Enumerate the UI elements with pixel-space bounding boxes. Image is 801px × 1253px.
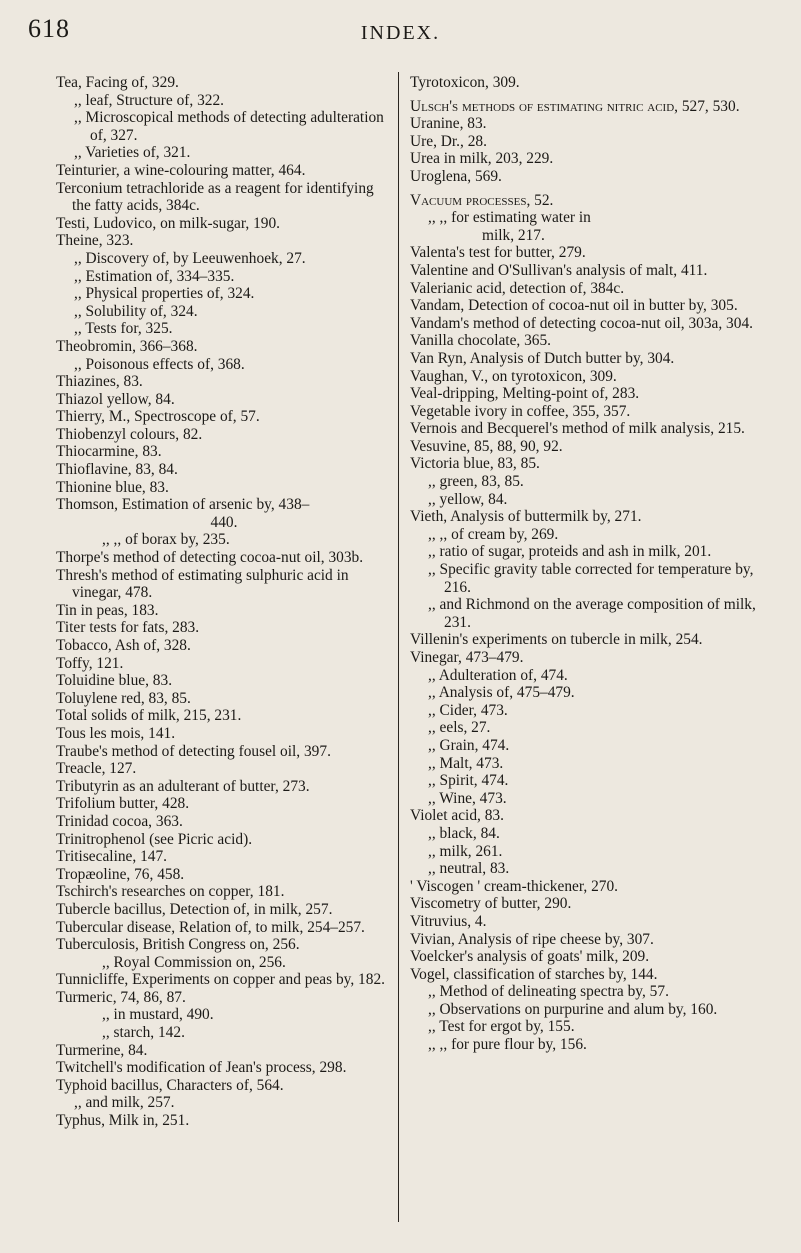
index-entry: Voelcker's analysis of goats' milk, 209.	[410, 948, 650, 966]
index-entry: Valentine and O'Sullivan's analysis of malt, 411.	[410, 261, 708, 279]
index-entry: Victoria blue, 83, 85.	[410, 455, 540, 473]
index-entry: Thiocarmine, 83.	[56, 443, 162, 461]
index-entry: ,, ,, of cream by, 269.	[428, 525, 559, 543]
index-entry: Uranine, 83.	[410, 115, 487, 133]
index-entry: Turmerine, 84.	[56, 1041, 148, 1059]
index-entry: ,, Royal Commission on, 256.	[102, 953, 286, 971]
index-entry: ,, starch, 142.	[102, 1024, 185, 1042]
index-entry: Vandam, Detection of cocoa-nut oil in butter by, 305.	[410, 297, 738, 315]
index-entry: ,, Wine, 473.	[428, 789, 507, 807]
index-entry: Traube's method of detecting fousel oil, 397.	[56, 742, 331, 760]
index-entry: ,, Malt, 473.	[428, 754, 504, 772]
index-entry: Viscometry of butter, 290.	[410, 895, 572, 913]
index-entry: ,, Spirit, 474.	[428, 772, 509, 790]
index-entry: Vanilla chocolate, 365.	[410, 332, 552, 350]
index-entry: Vacuum processes, 52.	[410, 191, 554, 209]
index-entry: ' Viscogen ' cream-thickener, 270.	[410, 877, 618, 895]
index-column-left	[56, 74, 392, 1130]
index-entry: Villenin's experiments on tubercle in milk, 254.	[410, 631, 703, 649]
index-entry: Tea, Facing of, 329.	[56, 74, 179, 91]
index-entry: Typhoid bacillus, Characters of, 564.	[56, 1076, 284, 1094]
index-entry: Tobacco, Ash of, 328.	[56, 637, 191, 654]
index-entry: Tuberculosis, British Congress on, 256.	[56, 936, 300, 954]
index-entry: Tributyrin as an adulterant of butter, 273.	[56, 777, 310, 795]
index-entry: 440.	[210, 513, 238, 531]
index-entry: Turmeric, 74, 86, 87.	[56, 988, 186, 1006]
index-entry: ,, Tests for, 325.	[74, 320, 173, 338]
index-entry: Vieth, Analysis of buttermilk by, 271.	[410, 508, 642, 526]
index-entry: Vaughan, V., on tyrotoxicon, 309.	[410, 367, 617, 385]
index-entry: Uroglena, 569.	[410, 167, 502, 185]
index-entry: ,, Analysis of, 475–479.	[428, 684, 575, 702]
index-entry: Vesuvine, 85, 88, 90, 92.	[410, 437, 563, 455]
index-entry: ,, Physical properties of, 324.	[74, 285, 255, 303]
index-entry: Treacle, 127.	[56, 760, 137, 778]
index-entry: Thomson, Estimation of arsenic by, 438–	[56, 496, 310, 514]
index-entry: Thioflavine, 83, 84.	[56, 461, 178, 479]
index-entry: ,, yellow, 84.	[428, 490, 508, 508]
index-entry: Tritisecaline, 147.	[56, 848, 168, 866]
index-entry: Vitruvius, 4.	[410, 912, 487, 930]
index-entry: ,, milk, 261.	[428, 842, 503, 860]
index-entry: ,, in mustard, 490.	[102, 1006, 214, 1024]
index-entry: Veal-dripping, Melting-point of, 283.	[410, 385, 640, 403]
index-entry: ,, Microscopical methods of detecting adulteration of, 327.	[74, 109, 384, 144]
index-entry: Trinitrophenol (see Picric acid).	[56, 830, 253, 848]
index-entry: Trinidad cocoa, 363.	[56, 812, 183, 830]
index-entry: ,, ,, for pure flour by, 156.	[428, 1036, 587, 1054]
index-entry: Vandam's method of detecting cocoa-nut oil, 303a, 304.	[410, 314, 753, 332]
index-entry: Valerianic acid, detection of, 384c.	[410, 279, 625, 297]
index-entry: ,, Cider, 473.	[428, 701, 508, 719]
page-number: 618	[28, 14, 70, 43]
index-entry: Urea in milk, 203, 229.	[410, 150, 554, 168]
index-entry: ,, Estimation of, 334–335.	[74, 267, 235, 285]
index-entry: ,, green, 83, 85.	[428, 473, 524, 491]
index-entry: Theine, 323.	[56, 232, 134, 250]
index-entry: Thiobenzyl colours, 82.	[56, 425, 203, 443]
index-entry: ,, and Richmond on the average composition of milk, 231.	[428, 596, 756, 631]
index-entry: Vivian, Analysis of ripe cheese by, 307.	[410, 930, 654, 948]
index-entry: Vogel, classification of starches by, 144.	[410, 965, 658, 983]
index-entry: Thresh's method of estimating sulphuric acid in vinegar, 478.	[56, 566, 349, 602]
index-entry: Ulsch's methods of estimating nitric acid, 527, 530.	[410, 97, 740, 115]
index-entry: Toluidine blue, 83.	[56, 672, 173, 690]
index-entry: ,, black, 84.	[428, 824, 500, 842]
index-entry: ,, Solubility of, 324.	[74, 302, 198, 320]
index-entry: Typhus, Milk in, 251.	[56, 1112, 190, 1130]
index-entry: Van Ryn, Analysis of Dutch butter by, 304.	[410, 349, 675, 367]
index-entry: ,, and milk, 257.	[74, 1094, 175, 1112]
index-entry: Tunnicliffe, Experiments on copper and peas by, 182.	[56, 971, 385, 989]
index-entry: Tubercular disease, Relation of, to milk, 254–257.	[56, 918, 365, 936]
index-entry: Vernois and Becquerel's method of milk analysis, 215.	[410, 420, 745, 438]
index-column-right	[410, 74, 758, 1054]
index-entry: Tin in peas, 183.	[56, 601, 159, 619]
index-entry: ,, leaf, Structure of, 322.	[74, 91, 225, 109]
index-entry: Tous les mois, 141.	[56, 724, 176, 742]
index-entry: Tschirch's researches on copper, 181.	[56, 883, 285, 901]
index-entry: ,, neutral, 83.	[428, 860, 510, 878]
column-divider	[398, 72, 399, 1222]
index-entry: ,, Specific gravity table corrected for temperature by, 216.	[428, 561, 754, 596]
index-entry: Toffy, 121.	[56, 654, 124, 672]
index-entry: Trifolium butter, 428.	[56, 795, 190, 813]
index-entry: ,, Varieties of, 321.	[74, 144, 191, 162]
index-entry: Thionine blue, 83.	[56, 478, 169, 496]
index-entry: Vinegar, 473–479.	[410, 649, 524, 666]
index-entry: Valenta's test for butter, 279.	[410, 244, 586, 262]
index-entry: Vegetable ivory in coffee, 355, 357.	[410, 402, 631, 420]
index-entry: milk, 217.	[482, 226, 545, 244]
index-entry: ,, Observations on purpurine and alum by, 160.	[428, 1000, 718, 1018]
index-entry: Tropæoline, 76, 458.	[56, 865, 185, 883]
index-entry: ,, Adulteration of, 474.	[428, 666, 568, 684]
index-entry: ,, Method of delineating spectra by, 57.	[428, 983, 669, 1001]
index-entry: Thiazol yellow, 84.	[56, 390, 175, 408]
index-entry: Teinturier, a wine-colouring matter, 464.	[56, 161, 306, 179]
index-entry: Tubercle bacillus, Detection of, in milk, 257.	[56, 900, 333, 918]
index-entry: Titer tests for fats, 283.	[56, 619, 200, 637]
index-entry: Tyrotoxicon, 309.	[410, 74, 520, 91]
index-entry: ,, ratio of sugar, proteids and ash in milk, 201.	[428, 543, 712, 561]
index-entry: ,, ,, of borax by, 235.	[102, 531, 230, 549]
index-entry: ,, Poisonous effects of, 368.	[74, 355, 245, 373]
index-entry: ,, ,, for estimating water in	[428, 209, 591, 227]
index-entry: Thierry, M., Spectroscope of, 57.	[56, 408, 260, 426]
index-entry: Violet acid, 83.	[410, 807, 504, 825]
index-entry: Terconium tetrachloride as a reagent for identifying the fatty acids, 384c.	[56, 179, 374, 215]
index-entry: Testi, Ludovico, on milk-sugar, 190.	[56, 214, 281, 232]
index-entry: Twitchell's modification of Jean's process, 298.	[56, 1059, 347, 1077]
index-entry: Ure, Dr., 28.	[410, 132, 487, 150]
index-entry: ,, Discovery of, by Leeuwenhoek, 27.	[74, 249, 306, 267]
index-entry: Theobromin, 366–368.	[56, 337, 198, 355]
index-entry: ,, Test for ergot by, 155.	[428, 1018, 575, 1036]
index-entry: ,, eels, 27.	[428, 719, 491, 737]
index-entry: Thorpe's method of detecting cocoa-nut oil, 303b.	[56, 549, 364, 567]
index-entry: Toluylene red, 83, 85.	[56, 689, 191, 707]
index-entry: Total solids of milk, 215, 231.	[56, 707, 242, 725]
page-title: INDEX.	[360, 22, 441, 44]
index-entry: ,, Grain, 474.	[428, 736, 510, 754]
index-entry: Thiazines, 83.	[56, 373, 143, 391]
